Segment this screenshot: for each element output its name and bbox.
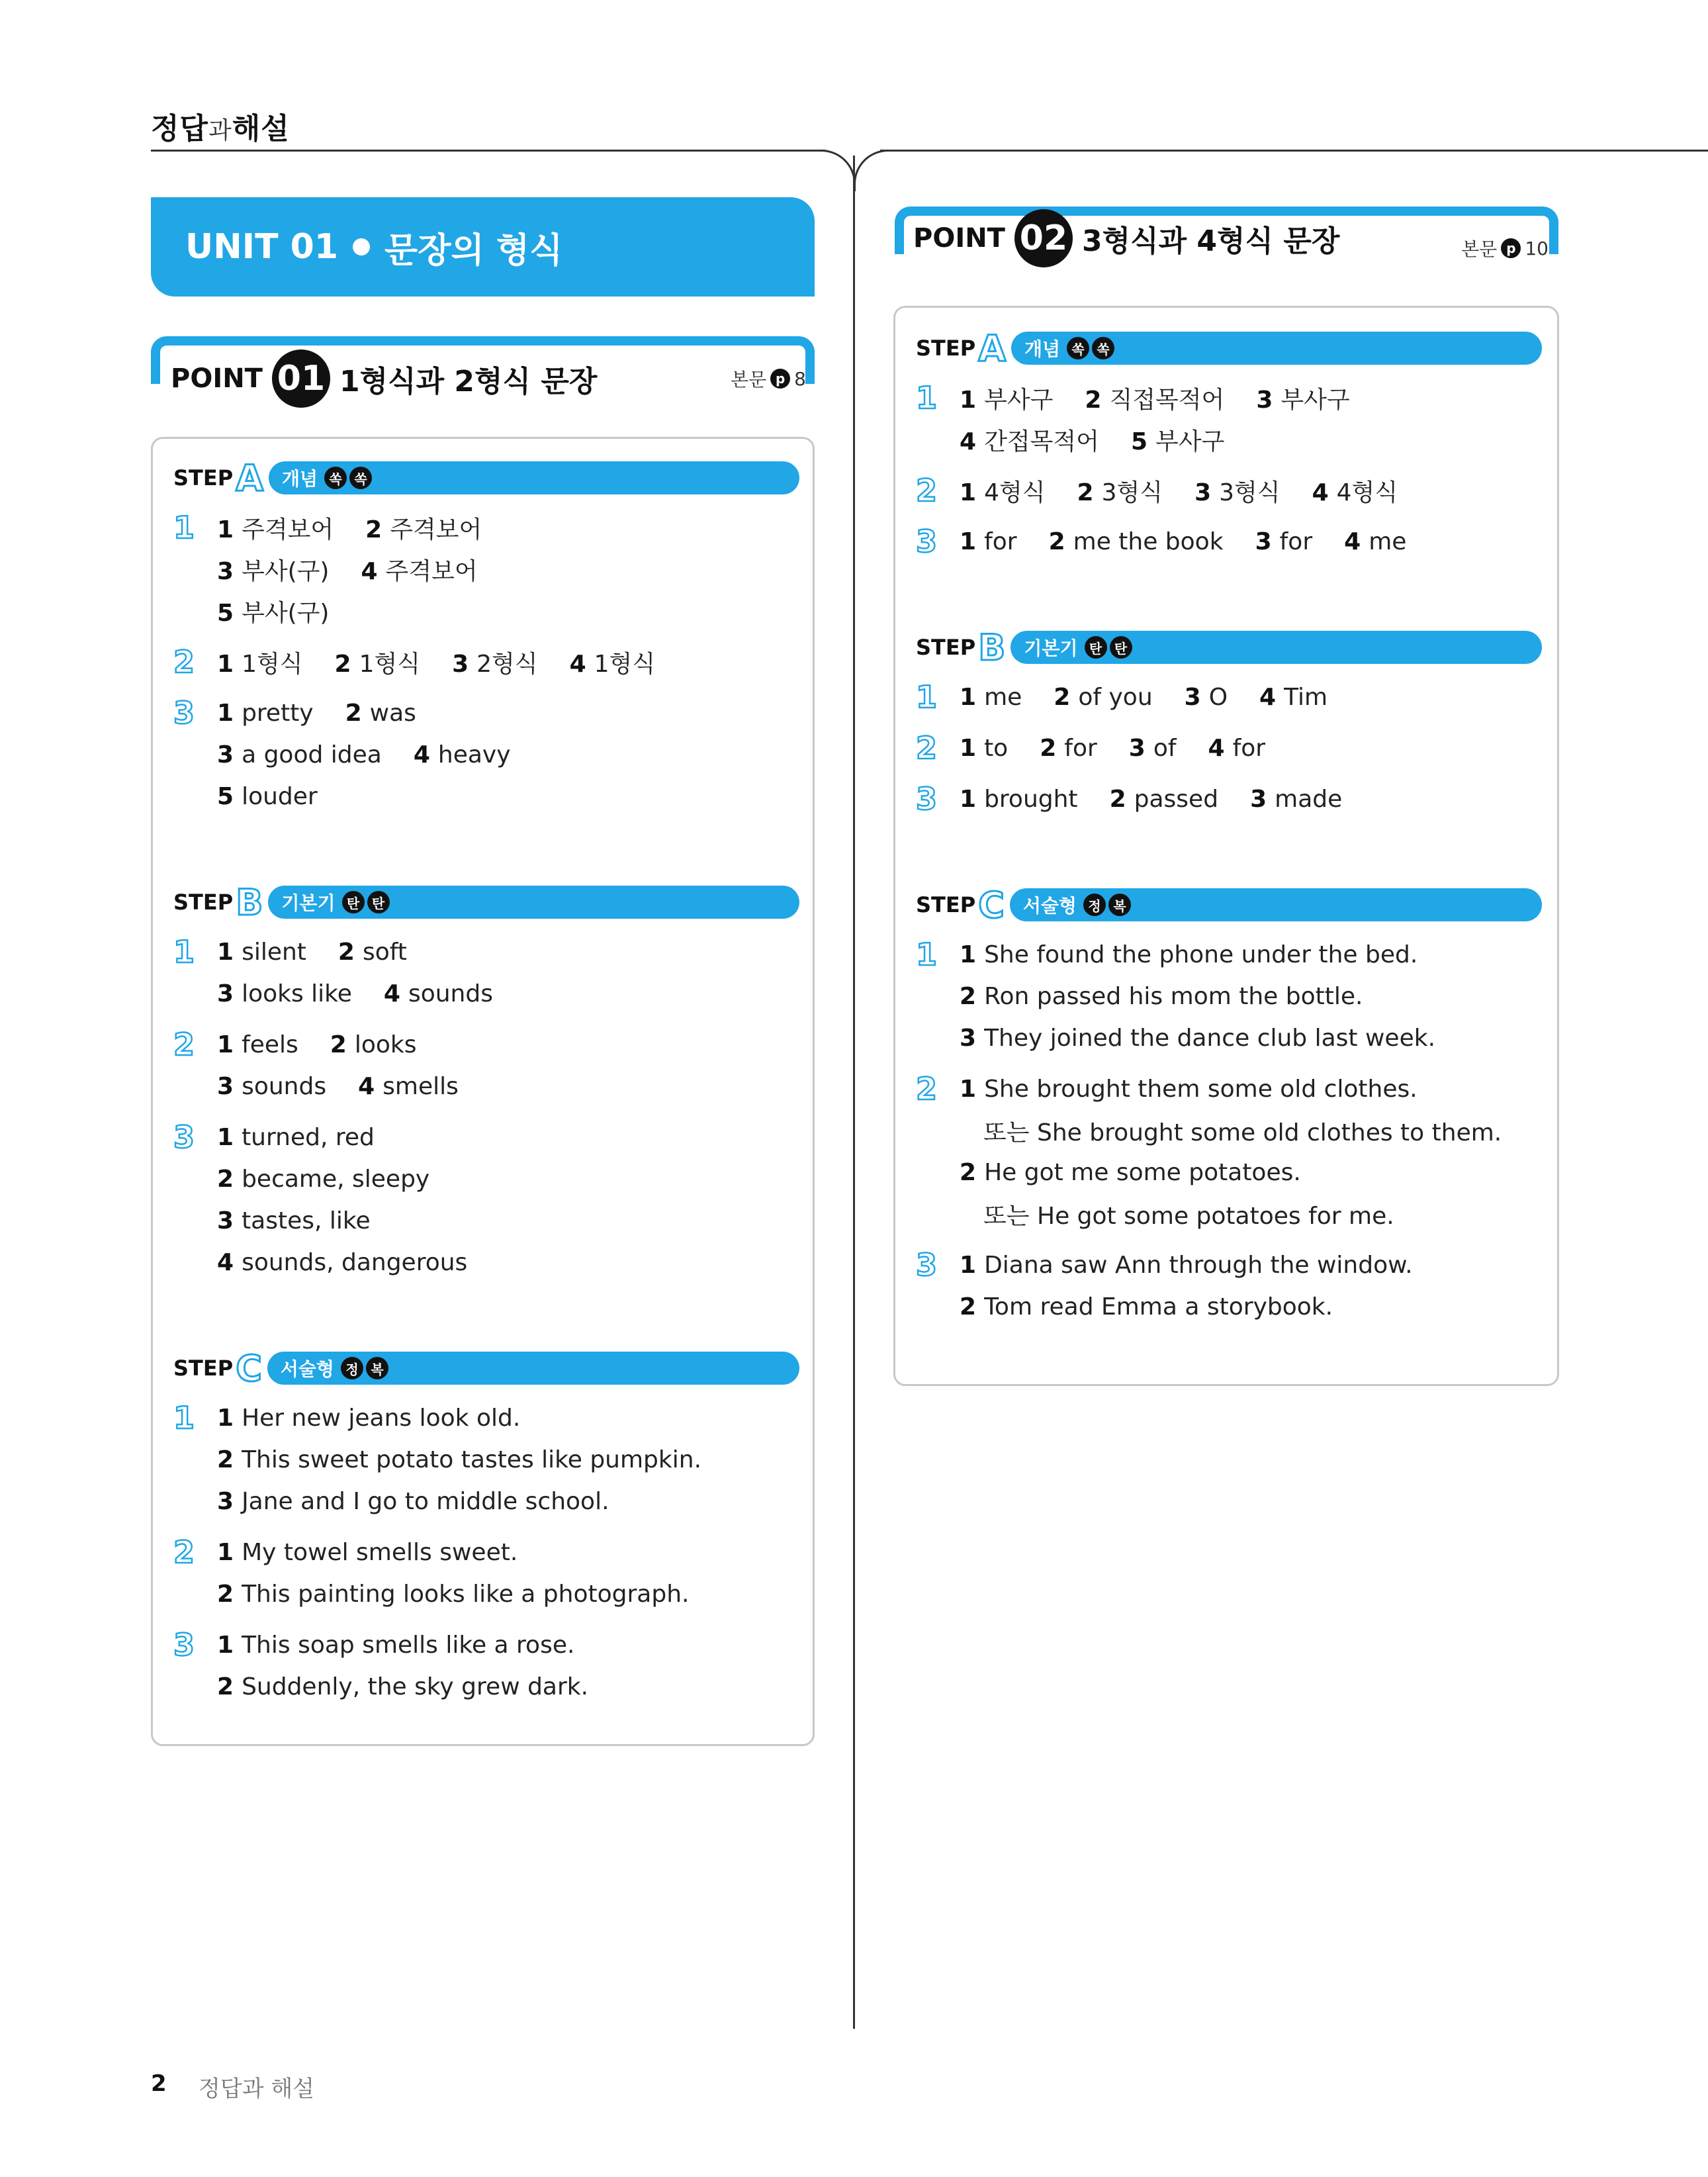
answer-line (217, 931, 799, 973)
step-letter: B (978, 626, 1006, 669)
answer-item: 4 4형식 (1312, 479, 1398, 506)
question-group (916, 521, 1542, 563)
answer-item: 4 sounds, dangerous (217, 1249, 468, 1276)
point-label: POINT (913, 223, 1005, 254)
answer-item: 1 She brought them some old clothes. (960, 1076, 1417, 1103)
answer-line (217, 1666, 799, 1708)
question-number: 3 (916, 781, 938, 817)
answer-line (217, 1397, 799, 1439)
answer-line (960, 1244, 1542, 1286)
question-group (916, 727, 1542, 769)
step-letter: B (236, 881, 263, 923)
answer-line (960, 1110, 1542, 1152)
question-number: 1 (173, 1400, 195, 1436)
header-rule-right (880, 150, 1708, 152)
step-chip: 쏙 (324, 467, 347, 489)
answer-item: 3 Jane and I go to middle school. (217, 1488, 609, 1515)
step-name: 기본기 (1024, 637, 1078, 659)
answer-line (217, 590, 799, 632)
step-name: 서술형 (1022, 895, 1077, 917)
step-word: STEP (916, 892, 976, 917)
answer-line (960, 470, 1542, 512)
answer-item: 4 smells (358, 1073, 459, 1100)
answer-line (960, 1152, 1542, 1193)
step-chip: 탄 (1110, 636, 1132, 659)
answer-line (960, 1017, 1542, 1059)
answer-line (960, 1068, 1542, 1110)
answer-item: 2 This painting looks like a photograph. (217, 1581, 690, 1608)
step-section-stepC (173, 1347, 799, 1708)
answer-item: 5 louder (217, 783, 318, 810)
step-word: STEP (916, 336, 976, 361)
answer-item: 1 silent (217, 939, 306, 966)
answer-line (217, 1624, 799, 1666)
step-word: STEP (173, 1356, 234, 1381)
left-answers (173, 457, 799, 1708)
answer-line (217, 641, 799, 683)
step-pill (1011, 332, 1542, 365)
answer-line (217, 1532, 799, 1573)
answer-item: 1 Her new jeans look old. (217, 1405, 521, 1432)
answer-item: 5 부사구 (1130, 428, 1225, 455)
answer-item: 2 Suddenly, the sky grew dark. (217, 1673, 589, 1700)
step-pill (269, 461, 799, 494)
answer-line (217, 507, 799, 549)
step-word: STEP (916, 635, 976, 660)
step-chip: 탄 (367, 891, 390, 913)
step-section-stepA (173, 457, 799, 817)
question-number: 1 (916, 937, 938, 972)
answer-line (217, 549, 799, 590)
answer-item: 2 3형식 (1077, 479, 1163, 506)
answer-line (960, 934, 1542, 976)
question-group (916, 934, 1542, 1059)
step-chip: 쏙 (349, 467, 372, 489)
answer-item: 2 Tom read Emma a storybook. (960, 1293, 1333, 1320)
answer-item: 3 of (1128, 735, 1177, 762)
step-chip: 복 (1108, 894, 1131, 916)
answer-item: 3 부사구 (1256, 387, 1350, 414)
answer-item: 4 주격보어 (361, 558, 478, 585)
page-p-icon: p (1501, 238, 1521, 258)
answer-item: 또는 She brought some old clothes to them. (983, 1119, 1502, 1146)
answer-item: 3 a good idea (217, 741, 382, 768)
answer-line (960, 1193, 1542, 1235)
question-number: 1 (916, 380, 938, 416)
answer-item: 1 me (960, 684, 1022, 711)
answer-item: 2 직접목적어 (1085, 387, 1225, 414)
answer-item: 1 4형식 (960, 479, 1046, 506)
question-number: 1 (916, 679, 938, 715)
step-header (173, 1347, 799, 1389)
answer-item: 2 Ron passed his mom the bottle. (960, 983, 1363, 1010)
answer-item: 4 me (1344, 528, 1407, 555)
answer-item: 3 sounds (217, 1073, 327, 1100)
step-letter: A (236, 457, 263, 499)
answer-line (217, 734, 799, 776)
answer-line (960, 976, 1542, 1017)
question-number: 1 (173, 934, 195, 970)
step-header (916, 884, 1542, 926)
page-reference: 본문 p 8 (731, 367, 806, 391)
answer-item: 1 She found the phone under the bed. (960, 941, 1418, 968)
answer-line (960, 778, 1542, 820)
answer-item: 1 brought (960, 786, 1078, 813)
answer-line (217, 1066, 799, 1107)
answer-item: 1 for (960, 528, 1017, 555)
answer-item: 3 부사(구) (217, 558, 330, 585)
point-title: 1형식과 2형식 문장 (339, 365, 598, 398)
answer-item: 1 주격보어 (217, 516, 334, 543)
unit-title: 문장의 형식 (384, 230, 563, 271)
step-section-stepA (916, 327, 1542, 563)
page-p-icon: p (770, 369, 790, 389)
question-number: 2 (173, 644, 195, 680)
step-pill (1010, 888, 1542, 921)
answer-item: 3 for (1255, 528, 1313, 555)
question-number: 3 (173, 695, 195, 731)
step-letter: A (978, 327, 1006, 369)
answer-item: 3 looks like (217, 980, 352, 1007)
step-chip: 탄 (1085, 636, 1107, 659)
question-number: 2 (916, 1071, 938, 1107)
answer-line (217, 776, 799, 817)
step-chip: 탄 (342, 891, 365, 913)
step-header (173, 881, 799, 923)
question-number: 3 (173, 1119, 195, 1155)
answer-item: 1 1형식 (217, 651, 303, 678)
question-group (173, 507, 799, 632)
step-chip: 쏙 (1067, 337, 1089, 359)
answer-item: 2 for (1040, 735, 1097, 762)
question-number: 2 (173, 1027, 195, 1062)
answer-line (960, 727, 1542, 769)
answer-item: 4 heavy (413, 741, 511, 768)
question-group (173, 692, 799, 817)
unit-banner (151, 197, 815, 297)
answer-item: 2 looks (330, 1031, 417, 1058)
step-chip: 정 (341, 1357, 363, 1379)
answer-item: 2 주격보어 (365, 516, 482, 543)
answer-item: 1 Diana saw Ann through the window. (960, 1252, 1413, 1279)
question-number: 1 (173, 510, 195, 545)
answer-item: 1 to (960, 735, 1009, 762)
answer-item: 2 was (345, 700, 416, 727)
question-group (173, 1024, 799, 1107)
question-group (916, 1244, 1542, 1328)
step-section-stepB (173, 881, 799, 1283)
answer-item: 3 made (1250, 786, 1343, 813)
question-group (916, 1068, 1542, 1235)
point-01-header (171, 349, 806, 408)
answer-item: 1 turned, red (217, 1124, 375, 1151)
header-rule-left (151, 150, 826, 152)
answer-item: 4 Tim (1259, 684, 1328, 711)
footer-title: 정답과 해설 (199, 2076, 315, 2102)
point-title: 3형식과 4형식 문장 (1081, 224, 1340, 258)
answer-line (217, 1158, 799, 1200)
answer-item: 또는 He got some potatoes for me. (983, 1203, 1394, 1230)
right-answers (916, 327, 1542, 1328)
answer-line (217, 1242, 799, 1283)
page-header-title: 정답과해설 (151, 112, 290, 146)
question-group (173, 641, 799, 683)
answer-item: 2 of you (1054, 684, 1153, 711)
answer-item: 1 부사구 (960, 387, 1054, 414)
footer-page-number: 2 (151, 2070, 167, 2097)
question-number: 2 (916, 473, 938, 508)
answer-item: 3 2형식 (452, 651, 538, 678)
step-chip: 복 (366, 1357, 388, 1379)
answer-item: 3 tastes, like (217, 1207, 371, 1234)
answer-line (960, 419, 1542, 461)
step-word: STEP (173, 890, 234, 915)
step-header (916, 327, 1542, 369)
step-header (916, 626, 1542, 669)
question-group (916, 377, 1542, 461)
step-letter: C (236, 1347, 262, 1389)
step-name: 기본기 (281, 892, 336, 914)
answer-item: 2 became, sleepy (217, 1166, 430, 1193)
answer-item: 4 간접목적어 (960, 428, 1099, 455)
answer-line (960, 676, 1542, 718)
question-group (173, 931, 799, 1015)
answer-item: 4 1형식 (569, 651, 656, 678)
answer-line (217, 1117, 799, 1158)
point-number-badge: 02 (1014, 209, 1073, 267)
answer-item: 5 부사(구) (217, 600, 330, 627)
step-section-stepC (916, 884, 1542, 1328)
step-pill (268, 886, 799, 919)
point-label: POINT (171, 363, 263, 394)
step-letter: C (978, 884, 1005, 926)
question-group (916, 470, 1542, 512)
answer-line (217, 1573, 799, 1615)
question-group (916, 676, 1542, 718)
question-number: 3 (916, 1247, 938, 1283)
answer-line (217, 1481, 799, 1522)
step-chip: 쏙 (1092, 337, 1114, 359)
point-02-header (913, 209, 1549, 267)
answer-line (960, 521, 1542, 563)
unit-label: UNIT 01 (185, 227, 339, 267)
question-number: 2 (173, 1534, 195, 1570)
answer-item: 1 pretty (217, 700, 314, 727)
answer-item: 2 He got me some potatoes. (960, 1159, 1301, 1186)
answer-item: 1 feels (217, 1031, 298, 1058)
answer-line (960, 1286, 1542, 1328)
step-section-stepB (916, 626, 1542, 820)
answer-line (217, 692, 799, 734)
answer-item: 4 for (1208, 735, 1266, 762)
answer-line (217, 1439, 799, 1481)
question-group (173, 1117, 799, 1283)
page-spine (853, 156, 855, 2029)
point-number-badge: 01 (272, 349, 330, 408)
question-number: 3 (916, 524, 938, 559)
answer-item: 3 They joined the dance club last week. (960, 1025, 1436, 1052)
answer-item: 1 My towel smells sweet. (217, 1539, 518, 1566)
answer-item: 2 This sweet potato tastes like pumpkin. (217, 1446, 702, 1473)
step-pill (1011, 631, 1542, 664)
answer-item: 2 me the book (1048, 528, 1224, 555)
question-number: 3 (173, 1627, 195, 1663)
question-group (173, 1397, 799, 1522)
question-group (173, 1532, 799, 1615)
answer-item: 2 soft (337, 939, 407, 966)
answer-line (217, 1200, 799, 1242)
question-group (173, 1624, 799, 1708)
answer-item: 3 O (1184, 684, 1228, 711)
step-word: STEP (173, 465, 234, 490)
answer-line (960, 377, 1542, 419)
step-header (173, 457, 799, 499)
step-pill (267, 1352, 799, 1385)
step-chip: 정 (1083, 894, 1106, 916)
answer-item: 3 3형식 (1194, 479, 1281, 506)
step-name: 서술형 (280, 1358, 334, 1380)
spine-curve-right (854, 150, 890, 191)
spine-curve-left (819, 150, 856, 191)
answer-item: 1 This soap smells like a rose. (217, 1632, 575, 1659)
page-reference: 본문 p 10 (1461, 237, 1549, 260)
answer-line (217, 973, 799, 1015)
answer-item: 2 passed (1109, 786, 1219, 813)
step-name: 개념 (281, 468, 318, 490)
step-name: 개념 (1024, 338, 1061, 360)
answer-line (217, 1024, 799, 1066)
answer-item: 2 1형식 (334, 651, 421, 678)
bullet-dot-icon (353, 238, 370, 255)
question-group (916, 778, 1542, 820)
question-number: 2 (916, 730, 938, 766)
answer-item: 4 sounds (383, 980, 493, 1007)
